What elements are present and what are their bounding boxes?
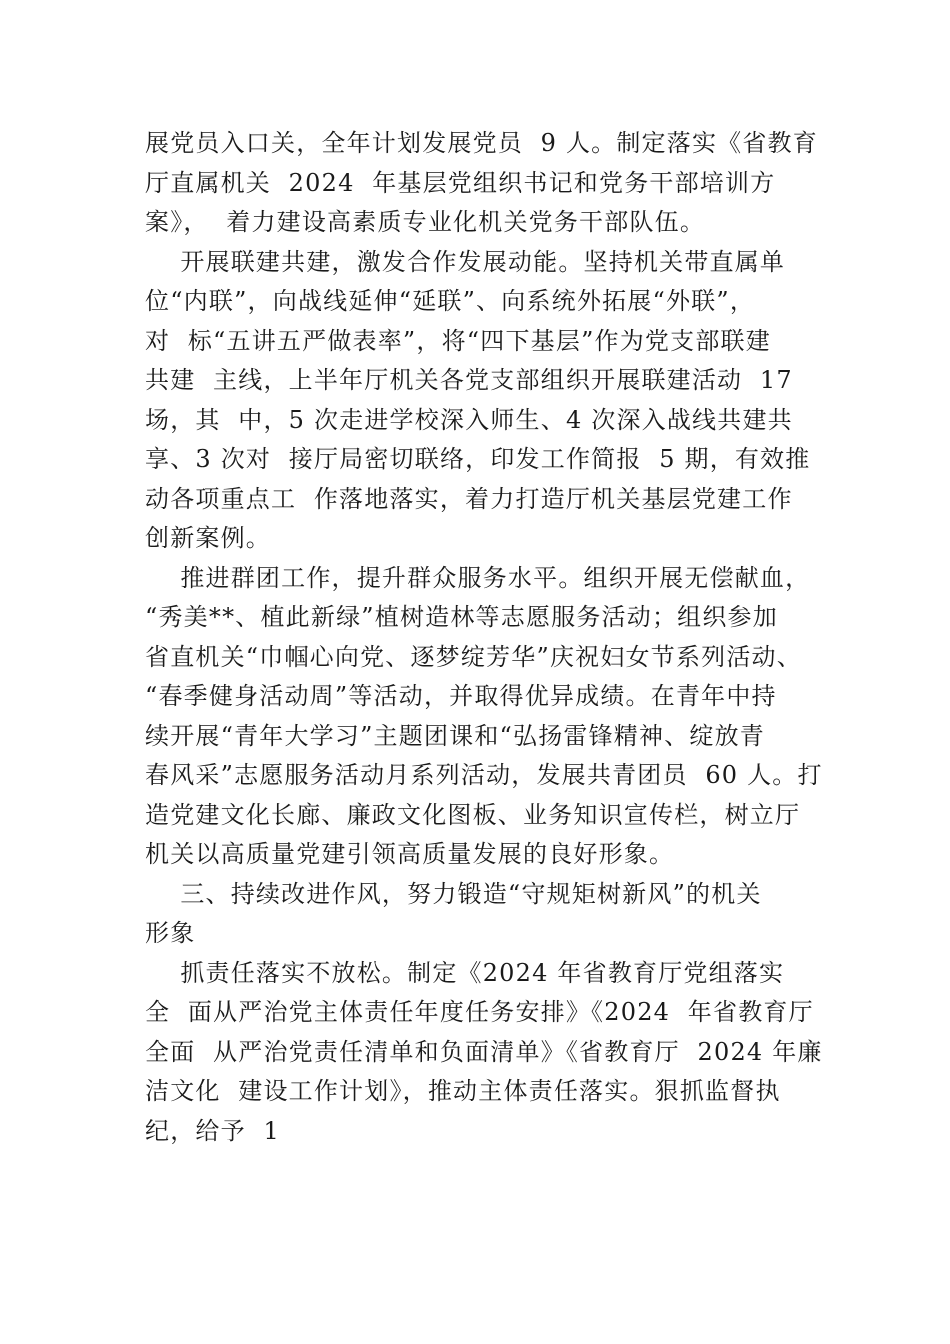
text-line: 续开展“青年大学习”主题团课和“弘扬雷锋精神、绽放青 [145,721,766,750]
text-line: 位“内联”，向战线延伸“延联”、向系统外拓展“外联”， [145,287,756,315]
paragraph-start: 开展联建共建，激发合作发展动能。坚持机关带直属单 [145,247,786,276]
text-line: 纪，给予 1 [145,1116,280,1145]
body-text [145,124,823,1151]
text-line: 对 标“五讲五严做表率”，将“四下基层”作为党支部联建 [145,326,771,355]
paragraph-start: 抓责任落实不放松。制定《2024 年省教育厅党组落实 [145,958,785,987]
section-heading: 形象 [145,919,196,947]
text-line: 洁文化 建设工作计划》，推动主体责任落实。狠抓监督执 [145,1077,781,1105]
text-line: 机关以高质量党建引领高质量发展的良好形象。 [145,840,675,868]
text-line: 创新案例。 [145,524,271,552]
text-line: 场，其 中，5 次走进学校深入师生、4 次深入战线共建共 [145,405,793,434]
text-line: 春风采”志愿服务活动月系列活动，发展共青团员 60 人。打 [145,761,823,789]
text-line: 省直机关“巾帼心向党、逐梦绽芳华”庆祝妇女节系列活动、 [145,642,802,671]
paragraph-start: 推进群团工作，提升群众服务水平。组织开展无偿献血， [145,563,811,592]
text-line: 全面 从严治党责任清单和负面清单》《省教育厅 2024 年廉 [145,1037,823,1066]
text-line: “春季健身活动周”等活动，并取得优异成绩。在青年中持 [145,682,777,710]
text-line: 案》， 着力建设高素质专业化机关党务干部队伍。 [145,208,706,236]
text-line: 造党建文化长廊、廉政文化图板、业务知识宣传栏，树立厅 [145,800,801,829]
text-line: 享、3 次对 接厅局密切联络，印发工作简报 5 期，有效推 [145,445,811,473]
text-line: 厅直属机关 2024 年基层党组织书记和党务干部培训方 [145,168,776,197]
text-line: 展党员入口关，全年计划发展党员 9 人。制定落实《省教育 [145,129,818,157]
text-line: 全 面从严治党主体责任年度任务安排》《2024 年省教育厅 [145,998,814,1026]
text-line: 共建 主线，上半年厅机关各党支部组织开展联建活动 17 [145,366,793,394]
text-line: 动各项重点工 作落地落实，着力打造厅机关基层党建工作 [145,484,793,513]
text-line: “秀美**、植此新绿”植树造林等志愿服务活动；组织参加 [145,603,778,631]
section-heading: 三、持续改进作风，努力锻造“守规矩树新风”的机关 [145,879,762,908]
